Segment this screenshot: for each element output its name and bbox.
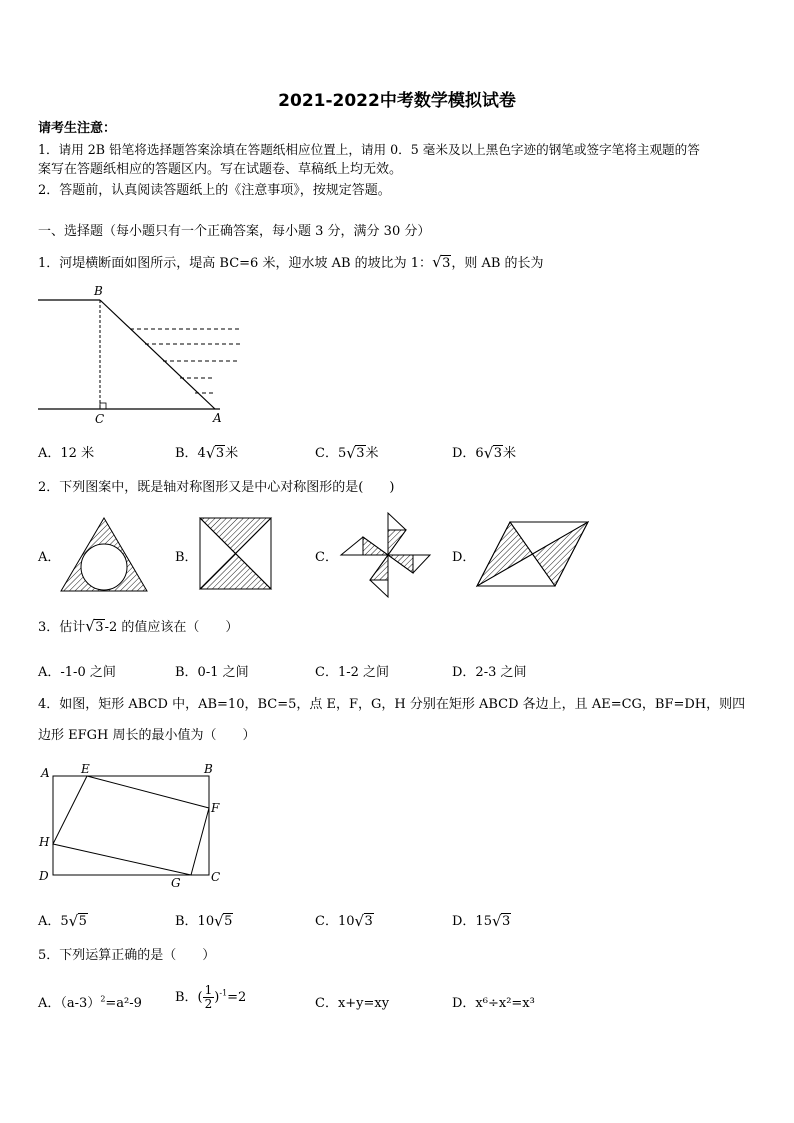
sqrt-symbol: √ 3 <box>85 617 104 635</box>
question-2-option-a[interactable]: A． <box>38 550 61 565</box>
option-d-number: D．6 <box>452 446 484 461</box>
label-f: F <box>211 801 220 815</box>
question-1-option-d[interactable] <box>452 442 516 461</box>
option-a-exponent: 2 <box>100 994 106 1004</box>
label-c: C <box>95 412 105 426</box>
sqrt-radicand: 5 <box>78 914 87 929</box>
question-2-figure-c <box>338 508 438 602</box>
question-1-figure <box>30 280 250 430</box>
question-2-option-c[interactable]: C． <box>315 550 338 565</box>
question-4-option-a[interactable] <box>38 910 88 929</box>
sqrt-symbol: √ 3 <box>491 912 511 930</box>
option-a-base: A．（a-3） <box>38 996 101 1011</box>
sqrt-symbol: √ 3 <box>346 444 365 462</box>
option-d-number: D．15 <box>452 914 492 929</box>
question-2-figure-d <box>476 520 591 588</box>
question-3-option-c[interactable]: C．1-2 之间 <box>315 665 390 680</box>
exam-title: 2021-2022中考数学模拟试卷 <box>278 91 516 111</box>
notice-heading: 请考生注意： <box>38 121 117 136</box>
option-c-number: C．5 <box>315 446 347 461</box>
question-5-option-a[interactable] <box>38 992 142 1011</box>
question-2-figure-b <box>199 517 273 591</box>
question-5-option-d[interactable]: D．x⁶÷x²=x³ <box>452 996 535 1011</box>
label-d: D <box>39 869 49 883</box>
sqrt-symbol: √ 3 <box>432 253 451 271</box>
sqrt-radicand: 3 <box>95 620 104 635</box>
question-3-option-b[interactable]: B．0-1 之间 <box>175 665 249 680</box>
question-2-stem: 2．下列图案中，既是轴对称图形又是中心对称图形的是( ) <box>38 480 395 495</box>
option-b-close: ) <box>214 990 220 1005</box>
sqrt-radicand: 3 <box>493 446 502 461</box>
label-g: G <box>171 876 181 890</box>
question-4-option-b[interactable] <box>175 910 233 929</box>
option-b-number: B．10 <box>175 914 215 929</box>
question-1-option-a[interactable]: A．12 米 <box>38 446 95 461</box>
fraction-numerator: 1 <box>204 983 213 997</box>
question-3-option-a[interactable]: A．-1-0 之间 <box>38 665 116 680</box>
question-5-stem: 5．下列运算正确的是（ ） <box>38 948 216 963</box>
notice-line-2: 案写在答题纸相应的答题区内。写在试题卷、草稿纸上均无效。 <box>38 162 403 177</box>
question-4-figure <box>36 760 236 895</box>
option-d-unit: 米 <box>502 446 516 461</box>
option-b-number: B．4 <box>175 446 206 461</box>
question-1-stem-text-a: 1．河堤横断面如图所示，堤高 BC=6 米，迎水坡 AB 的坡比为 1： <box>38 256 433 271</box>
sqrt-symbol: √ 5 <box>68 912 87 930</box>
question-3-stem-text-b: -2 的值应该在（ ） <box>104 620 239 635</box>
option-b-result: =2 <box>227 990 247 1005</box>
question-1-stem-text-b: ，则 AB 的长为 <box>451 256 544 271</box>
sqrt-symbol: √ 5 <box>214 912 233 930</box>
option-b-open: B．( <box>175 990 203 1005</box>
sqrt-symbol: √ 3 <box>354 912 373 930</box>
option-c-unit: 米 <box>365 446 379 461</box>
sqrt-symbol: √ 3 <box>483 444 502 462</box>
fraction-denominator: 2 <box>204 997 213 1011</box>
sqrt-radicand: 3 <box>364 914 373 929</box>
question-4-option-c[interactable] <box>315 910 374 929</box>
option-c-number: C．10 <box>315 914 355 929</box>
sqrt-radicand: 3 <box>442 256 451 271</box>
sqrt-symbol: √ 3 <box>205 444 225 462</box>
option-a-number: A．5 <box>38 914 69 929</box>
option-b-exponent: -1 <box>219 988 228 998</box>
sqrt-radicand: 5 <box>224 914 233 929</box>
question-3-stem <box>38 618 238 638</box>
fraction <box>203 984 215 1011</box>
sqrt-radicand: 3 <box>501 914 511 929</box>
sqrt-radicand: 3 <box>356 446 365 461</box>
question-1-option-c[interactable] <box>315 442 379 461</box>
notice-line-1: 1．请用 2B 铅笔将选择题答案涂填在答题纸相应位置上，请用 0．5 毫米及以上黑色字迹的钢笔或签字笔将主观题的答 <box>38 142 700 157</box>
question-3-option-d[interactable]: D．2-3 之间 <box>452 665 527 680</box>
label-c: C <box>211 870 221 884</box>
label-e: E <box>81 762 90 776</box>
question-2-option-b[interactable]: B． <box>175 550 198 565</box>
question-1-stem <box>38 254 544 274</box>
option-b-unit: 米 <box>225 446 239 461</box>
question-2-option-d[interactable]: D． <box>452 550 476 565</box>
option-a-result: =a²-9 <box>105 996 142 1011</box>
question-4-option-d[interactable] <box>452 910 511 929</box>
sqrt-radicand: 3 <box>215 446 225 461</box>
section-heading: 一、选择题（每小题只有一个正确答案，每小题 3 分，满分 30 分） <box>38 224 431 239</box>
question-4-stem-line-1: 4．如图，矩形 ABCD 中，AB=10，BC=5，点 E，F，G，H 分别在矩形 ABCD 各边上，且 AE=CG，BF=DH，则四 <box>38 697 746 712</box>
question-5-option-c[interactable]: C．x+y=xy <box>315 996 390 1011</box>
question-1-option-b[interactable] <box>175 442 238 461</box>
question-2-figure-a <box>60 515 150 595</box>
question-4-stem-line-2: 边形 EFGH 周长的最小值为（ ） <box>38 728 256 743</box>
question-5-option-b[interactable] <box>175 984 246 1011</box>
label-b: B <box>204 762 213 776</box>
label-a: A <box>213 411 222 425</box>
label-h: H <box>39 835 50 849</box>
label-a: A <box>41 766 50 780</box>
question-3-stem-text-a: 3．估计 <box>38 620 86 635</box>
notice-line-3: 2．答题前，认真阅读答题纸上的《注意事项》，按规定答题。 <box>38 183 391 198</box>
label-b: B <box>94 284 103 298</box>
